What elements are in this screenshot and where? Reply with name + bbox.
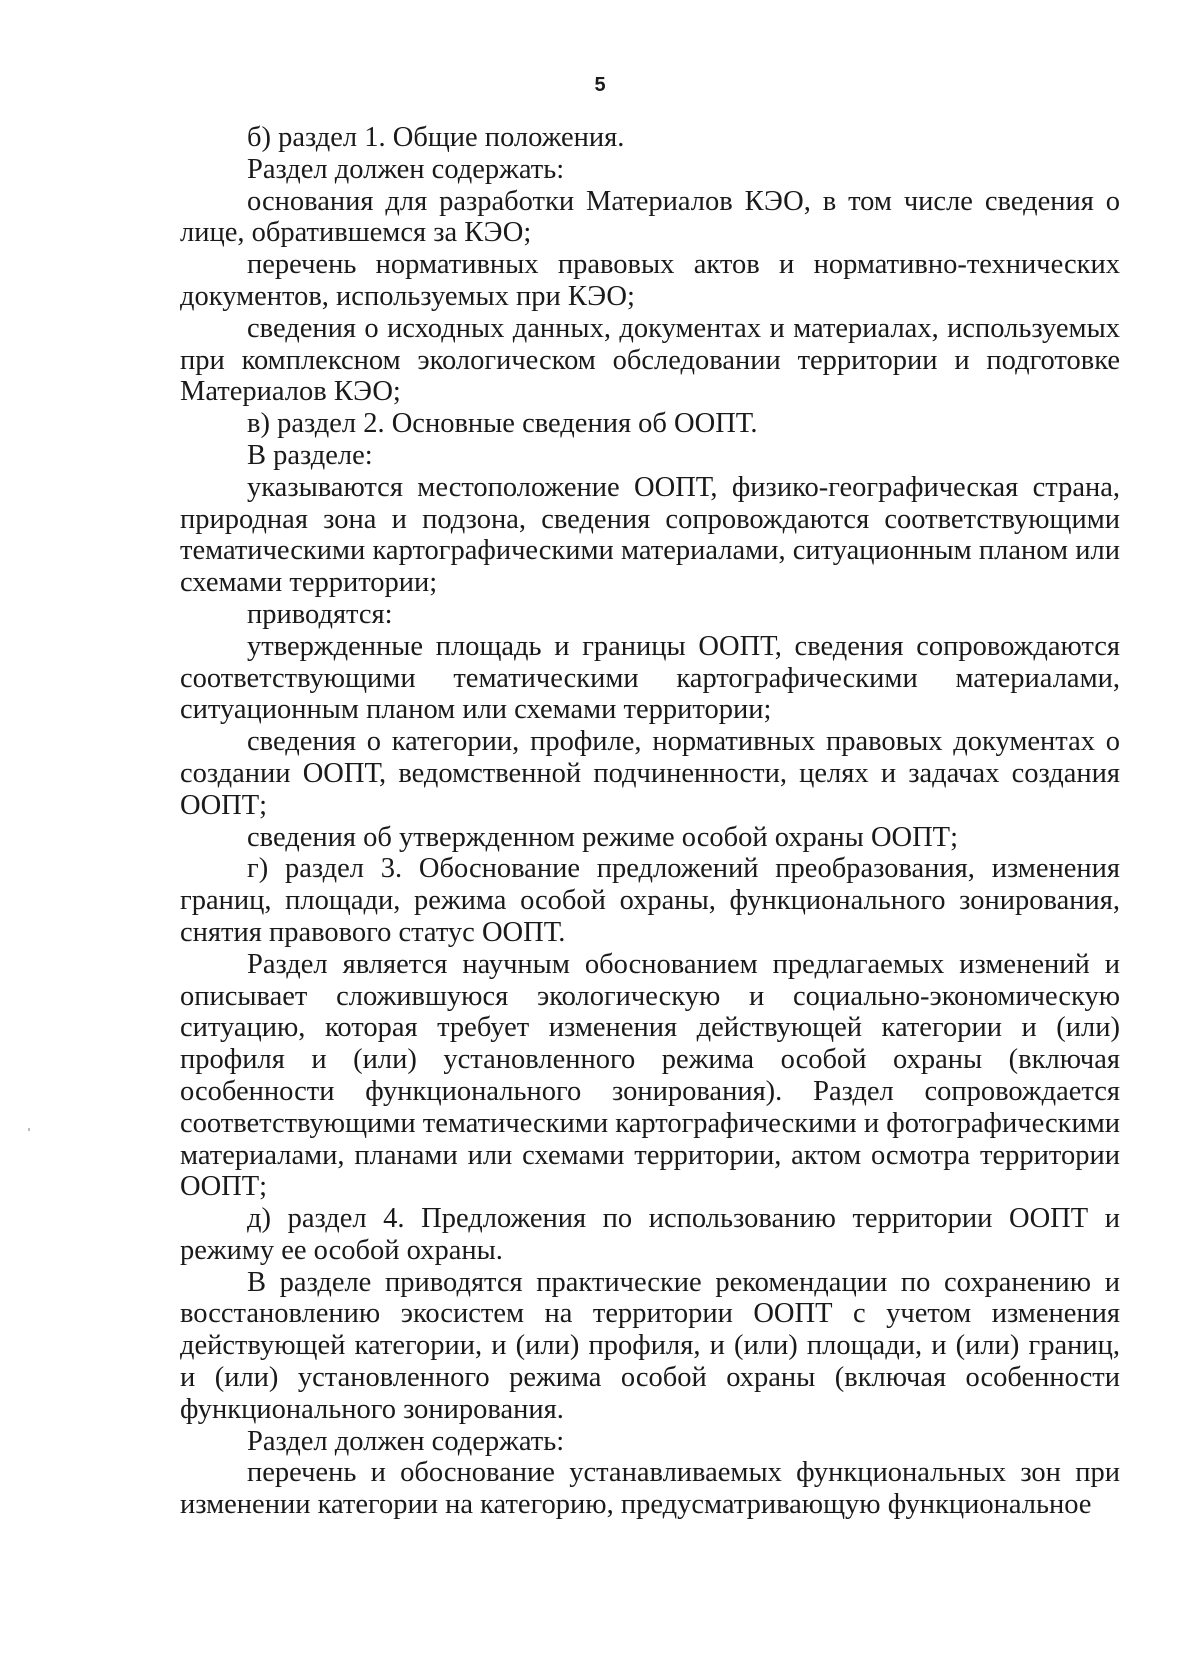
paragraph-section-1-heading: б) раздел 1. Общие положения. bbox=[247, 122, 625, 153]
paragraph-source-data: сведения о исходных данных, документах и материалах, используемых при комплексном экологическом обследовании территории и подготовке Материалов КЭО; bbox=[180, 312, 1120, 408]
paragraph-functional-zones: перечень и обоснование устанавливаемых функциональных зон при изменении категории на категорию, предусматривающую функциональное bbox=[180, 1457, 1120, 1521]
paragraph-legal-acts-list: перечень нормативных правовых актов и нормативно-технических документов, используемых при КЭО; bbox=[180, 249, 1120, 312]
paragraph-section-2-intro: В разделе: bbox=[247, 439, 373, 471]
paragraph-section-4-heading: д) раздел 4. Предложения по использованию территории ООПТ и режиму ее особой охраны. bbox=[180, 1203, 1120, 1266]
paragraph-area-boundaries: утвержденные площадь и границы ООПТ, сведения сопровождаются соответствующими тематическими картографическими материалами, ситуационным планом или схемами территории; bbox=[180, 630, 1120, 726]
paragraph-section-3-heading: г) раздел 3. Обоснование предложений преобразования, изменения границ, площади, режима особой охраны, функционального зонирования, снятия правового статус ООПТ. bbox=[180, 853, 1120, 948]
page-number: 5 bbox=[594, 74, 606, 96]
paragraph-section-3-body: Раздел является научным обоснованием предлагаемых изменений и описывает сложившуюся экологическую и социально-экономическую ситуацию, которая требует изменения действующей категории и (или) профиля и (или) установленного режима особой охраны (включая особенности функционального зонирования). Раздел сопровождается соответствующими тематическими картографическими и фотографическими материалами, планами или схемами территории, актом осмотра территории ООПТ; bbox=[180, 948, 1120, 1203]
document-body bbox=[180, 122, 1120, 1521]
paragraph-protection-regime: сведения об утвержденном режиме особой охраны ООПТ; bbox=[247, 821, 959, 853]
paragraph-section-1-contents-intro: Раздел должен содержать: bbox=[247, 153, 565, 185]
paragraph-section-4-contents-intro: Раздел должен содержать: bbox=[247, 1425, 565, 1457]
paragraph-grounds: основания для разработки Материалов КЭО, в том числе сведения о лице, обратившемся за КЭО; bbox=[180, 185, 1120, 249]
paragraph-section-2-heading: в) раздел 2. Основные сведения об ООПТ. bbox=[247, 408, 758, 440]
paragraph-location: указываются местоположение ООПТ, физико-географическая страна, природная зона и подзона, сведения сопровождаются соответствующими тематическими картографическими материалами, ситуационным планом или схемами территории; bbox=[180, 471, 1120, 599]
scan-speck bbox=[28, 1128, 30, 1131]
paragraph-section-4-body: В разделе приводятся практические рекомендации по сохранению и восстановлению экосистем на территории ООПТ с учетом изменения действующей категории, и (или) профиля, и (или) площади, и (или) границ, и (или) установленного режима особой охраны (включая особенности функционального зонирования. bbox=[180, 1266, 1120, 1425]
paragraph-category-profile: сведения о категории, профиле, нормативных правовых документах о создании ООПТ, ведомственной подчиненности, целях и задачах создания ООПТ; bbox=[180, 726, 1120, 821]
paragraph-provided-intro: приводятся: bbox=[247, 598, 393, 630]
